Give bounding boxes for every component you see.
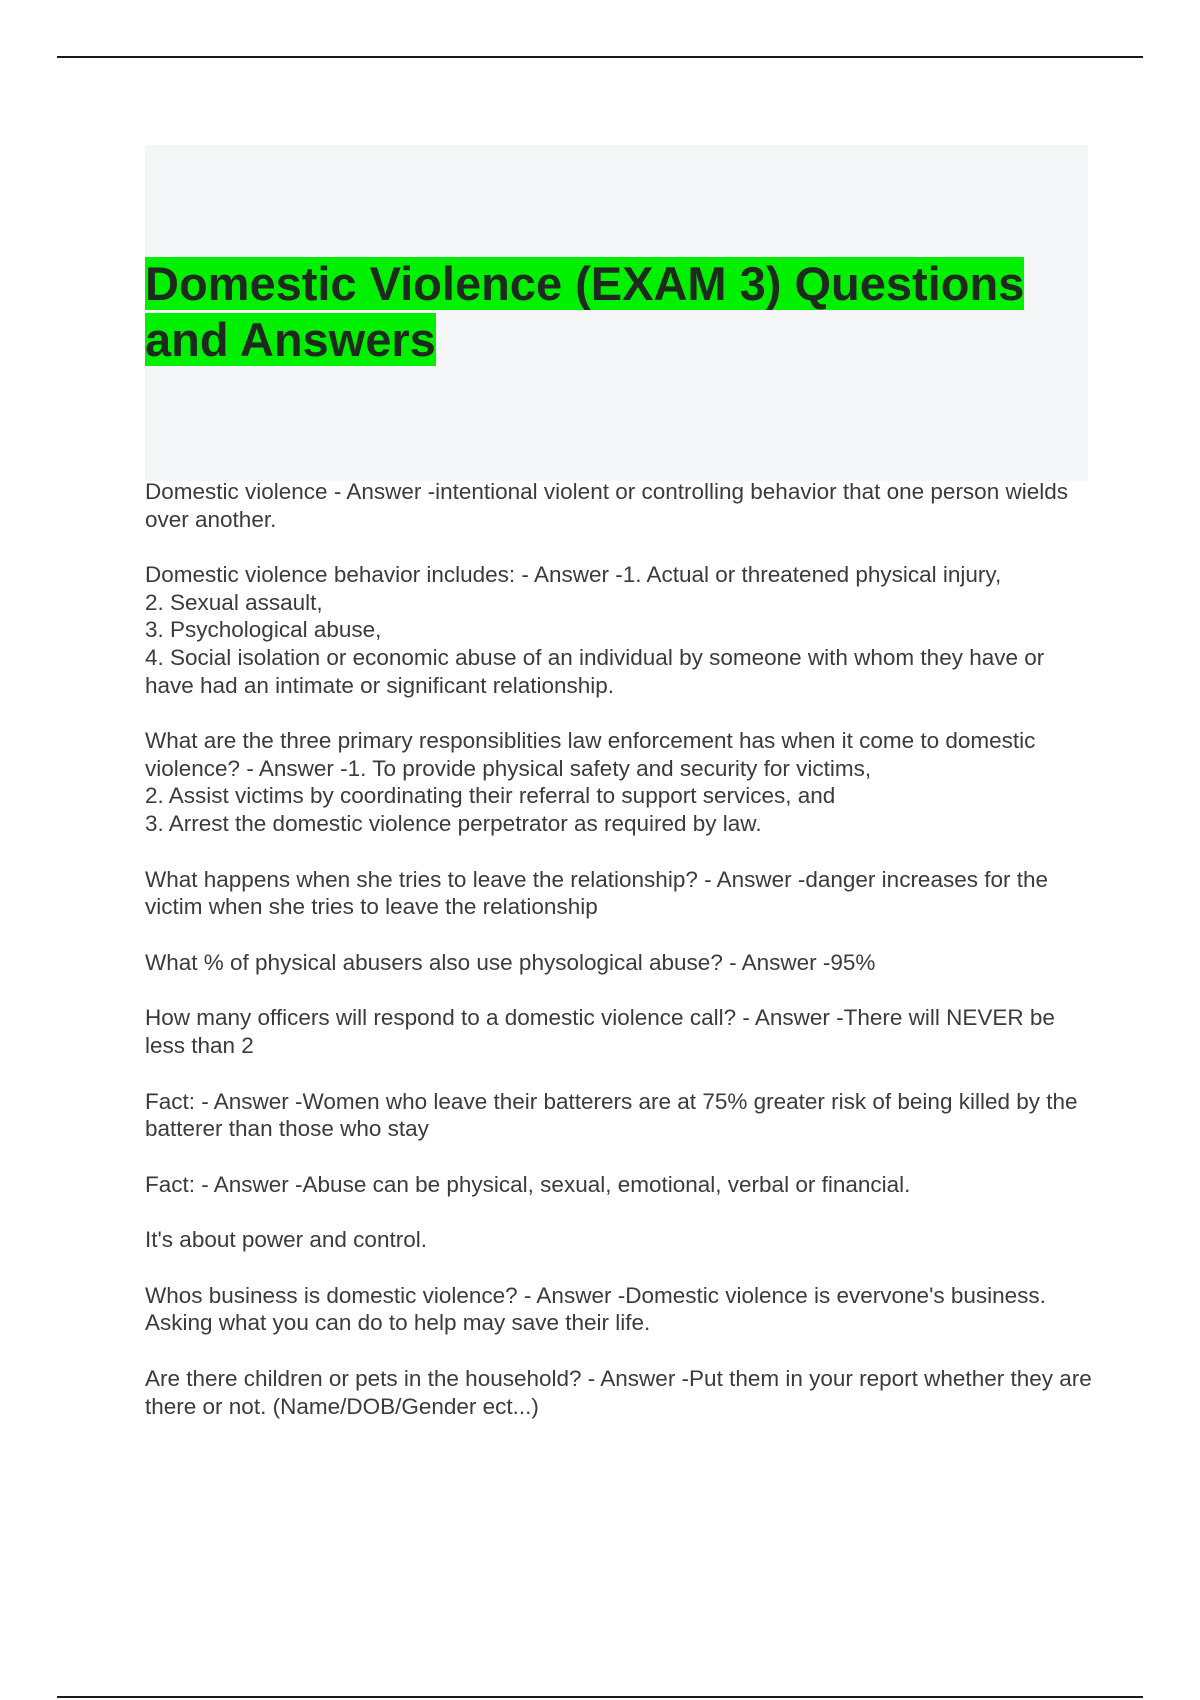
title-highlight: Domestic Violence (EXAM 3) Questions and Answers xyxy=(145,257,1025,366)
qa-item-10: Whos business is domestic violence? - Answer -Domestic violence is evervone's business. Asking what you can do to help may save their life. xyxy=(145,1282,1046,1336)
qa-item-5: What % of physical abusers also use physological abuse? - Answer -95% xyxy=(145,949,876,975)
qa-item-6: How many officers will respond to a domestic violence call? - Answer -There will NEVER be less than 2 xyxy=(145,1005,1055,1058)
qa-item-11: Are there children or pets in the household? - Answer -Put them in your report whether they are there or not. (Name/DOB/Gender ect...) xyxy=(145,1366,1092,1419)
qa-item-2: Domestic violence behavior includes: - Answer -1. Actual or threatened physical injury, 2. Sexual assault, 3. Psychological abuse, 4. Social isolation or economic abuse of an individual by someone with whom they have or have had an intimate or significant relationship. xyxy=(145,562,1045,698)
qa-item-1: Domestic violence - Answer -intentional violent or controlling behavior that one person wields over another. xyxy=(145,479,1068,532)
qa-item-8: Fact: - Answer -Abuse can be physical, sexual, emotional, verbal or financial. xyxy=(145,1171,911,1197)
qa-item-9: It's about power and control. xyxy=(145,1227,427,1253)
qa-item-4: What happens when she tries to leave the relationship? - Answer -danger increases for the victim when she tries to leave the relationship xyxy=(145,866,1049,920)
document-title xyxy=(145,256,1065,368)
header-rule xyxy=(57,56,1143,58)
qa-list xyxy=(145,478,1095,1448)
qa-item-3: What are the three primary responsiblities law enforcement has when it come to domestic violence? - Answer -1. To provide physical safety and security for victims, 2. Assist victims by coordinating their referral to support services, and 3. Arrest the domestic violence perpetrator as required by law. xyxy=(145,728,1036,836)
footer-rule xyxy=(57,1696,1143,1698)
qa-item-7: Fact: - Answer -Women who leave their batterers are at 75% greater risk of being killed by the batterer than those who stay xyxy=(145,1088,1078,1142)
